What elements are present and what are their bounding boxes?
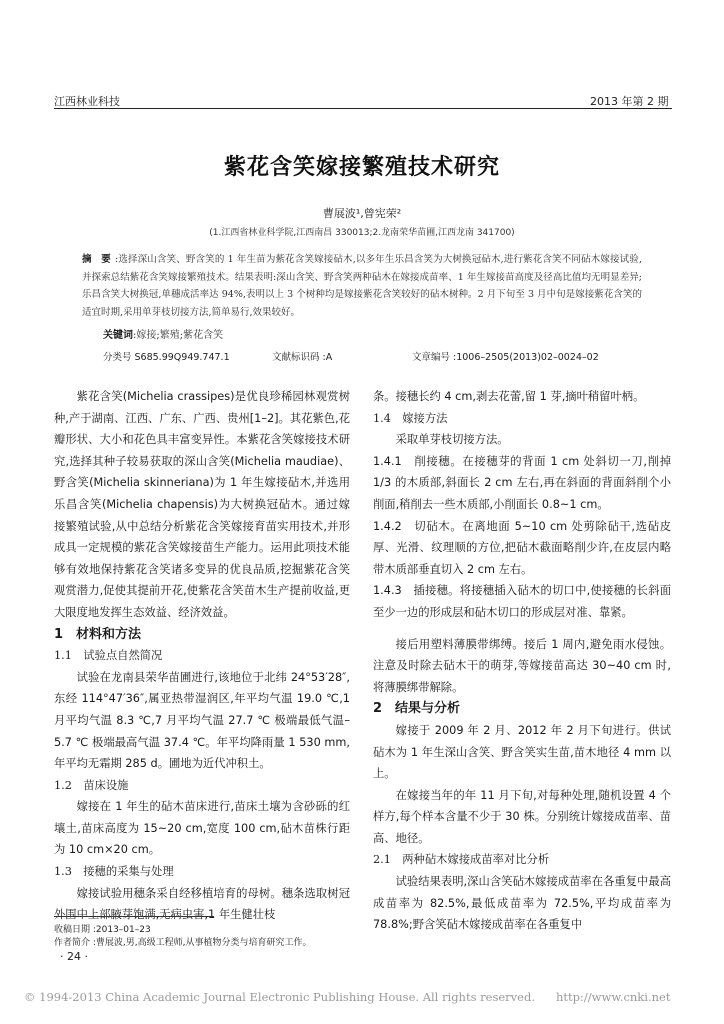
abstract-text: :选择深山含笑、野含笑的 1 年生苗为紫花含笑嫁接砧木,以多年生乐昌含笑为大树换冠砧木,进行紫花含笑不同砧木嫁接试验,并探索总结紫花含笑嫁接繁殖技术。结果表明:深山含笑、野含笑两种砧木在嫁接成苗率、1 年生嫁接苗高度及径高比值均无明显差异;乐昌含笑大树换冠,单穗成活率达 94%,表明以上 3 个树种均是嫁接紫花含笑较好的砧木树种。2 月下旬至 3 月中旬是嫁接紫花含笑的适宜时期,采用单芽枝切接方法,简单易行,效果较好。 — [82, 254, 642, 318]
author-bio: 作者简介 :曹展波,男,高级工程师,从事植物分类与培育研究工作。 — [54, 938, 312, 948]
section-1-4-heading: 1.4 嫁接方法 — [373, 411, 448, 425]
copyright-notice: © 1994-2013 China Academic Journal Electronic Publishing House. All rights reserved. — [24, 990, 535, 1004]
section-1-1-text: 试验在龙南县荣华苗圃进行,该地位于北纬 24°53′28″,东经 114°47′36″,属亚热带湿润区,年平均气温 19.0 ℃,1 月平均气温 8.3 ℃,7 月平均气温 27.7 ℃ 极端最低气温–5.7 ℃ 极端最高气温 37.4 ℃。年平均降雨量 1 530 mm,年平均无霜期 285 d。圃地为近代冲积土。 — [54, 670, 350, 771]
abstract — [82, 251, 642, 321]
section-2-1-text: 试验结果表明,深山含笑砧木嫁接成苗率在各重复中最高成苗率为 82.5%,最低成苗率为 72.5%,平均成苗率为 78.8%;野含笑砧木嫁接成苗率在各重复中 — [373, 875, 671, 932]
section-1-3-heading: 1.3 接穗的采集与处理 — [54, 865, 174, 879]
keywords-label: 关键词 — [103, 330, 133, 341]
footnote-rule — [54, 916, 214, 917]
section-1-2-text: 嫁接在 1 年生的砧木苗床进行,苗床土壤为含砂砾的红壤土,苗床高度为 15~20 cm,宽度 100 cm,砧木苗株行距为 10 cm×20 cm。 — [54, 800, 350, 857]
after-grafting-text: 接后用塑料薄膜带绑缚。接后 1 周内,避免雨水侵蚀。注意及时除去砧木干的萌芽,等嫁接苗高达 30~40 cm 时,将薄膜绑带解除。 — [373, 637, 671, 694]
section-1-4-2: 1.4.2 切砧木。在离地面 5~10 cm 处剪除砧干,选砧皮厚、光滑、纹理顺的方位,把砧木截面略削少许,在皮层内略带木质部垂直切入 2 cm 左右。 — [373, 519, 671, 576]
section-2-text-2: 在嫁接当年的年 11 月下旬,对每种处理,随机设置 4 个样方,每个样本含量不少于 30 株。分别统计嫁接成苗率、苗高、地径。 — [373, 788, 671, 845]
page-number: · 24 · — [60, 950, 88, 963]
affiliation: (1.江西省林业科学院,江西南昌 330013;2.龙南荣华苗圃,江西龙南 341700) — [209, 228, 515, 238]
section-1-4-3: 1.4.3 插接穗。将接穗插入砧木的切口中,使接穗的长斜面至少一边的形成层和砧木切口的形成层对准、靠紧。 — [373, 584, 671, 619]
document-code: 文献标识码 :A — [272, 352, 333, 363]
continued-text: 条。接穗长约 4 cm,剥去花蕾,留 1 芽,摘叶稍留叶柄。 — [373, 390, 645, 403]
right-column — [373, 386, 671, 936]
keywords-value: :嫁接;繁殖;紫花含笑 — [133, 330, 224, 341]
section-1-4-1: 1.4.1 削接穗。在接穗芽的背面 1 cm 处斜切一刀,削掉1/3 的木质部,斜面长 2 cm 左右,再在斜面的背面斜削个小削面,稍削去一些木质部,小削面长 0.8~1 cm。 — [373, 454, 671, 511]
keywords — [103, 326, 223, 341]
journal-name: 江西林业科技 — [54, 95, 120, 108]
section-1-4-text: 采取单芽枝切接方法。 — [395, 433, 509, 447]
header-rule — [54, 108, 672, 109]
section-2-1-heading: 2.1 两种砧木嫁接成苗率对比分析 — [373, 853, 550, 867]
cnki-link[interactable]: http://www.cnki.net — [556, 990, 671, 1004]
article-number: 文章编号 :1006–2505(2013)02–0024–02 — [412, 352, 599, 363]
section-1-3-text: 嫁接试验用穗条采自经移植培育的母树。穗条选取树冠外围中上部腋芽饱满,无病虫害,1 年生健壮枝 — [54, 886, 350, 922]
section-1-1-heading: 1.1 试验点自然简况 — [54, 649, 163, 663]
abstract-label: 摘 要 — [82, 254, 111, 265]
intro-paragraph: 紫花含笑(Michelia crassipes)是优良珍稀园林观赏树种,产于湖南、江西、广东、广西、贵州[1–2]。其花紫色,花瓣形状、大小和花色具丰富变异性。本紫花含笑嫁接技术研究,选择其种子较易获取的深山含笑(Michelia maudiae)、野含笑(Michelia skinneriana)为 1 年生嫁接砧木,并选用乐昌含笑(Michelia chapensis)为大树换冠砧木。通过嫁接繁殖试验,从中总结分析紫花含笑嫁接育苗实用技术,并形成具一定规模的紫花含笑嫁接苗生产能力。运用此项技术能够有效地保持紫花含笑诸多变异的优良品质,挖掘紫花含笑观赏潜力,促使其提前开花,使紫花含笑苗木生产提前收益,更大限度地发挥生态效益、经济效益。 — [54, 390, 350, 619]
clc-number: 分类号 S685.99Q949.747.1 — [103, 352, 230, 363]
section-2-heading: 2 结果与分析 — [373, 701, 461, 717]
section-1-2-heading: 1.2 苗床设施 — [54, 778, 129, 792]
author-list: 曹展波¹,曾宪荣² — [322, 207, 402, 220]
issue-label: 2013 年第 2 期 — [590, 95, 669, 108]
left-column — [54, 386, 350, 926]
received-date: 收稿日期 :2013–01–23 — [54, 925, 151, 935]
section-2-text-1: 嫁接于 2009 年 2 月、2012 年 2 月下旬进行。供试砧木为 1 年生深山含笑、野含笑实生苗,苗木地径 4 mm 以上。 — [373, 723, 671, 781]
paper-title: 紫花含笑嫁接繁殖技术研究 — [223, 155, 500, 180]
section-1-heading: 1 材料和方法 — [54, 626, 142, 642]
